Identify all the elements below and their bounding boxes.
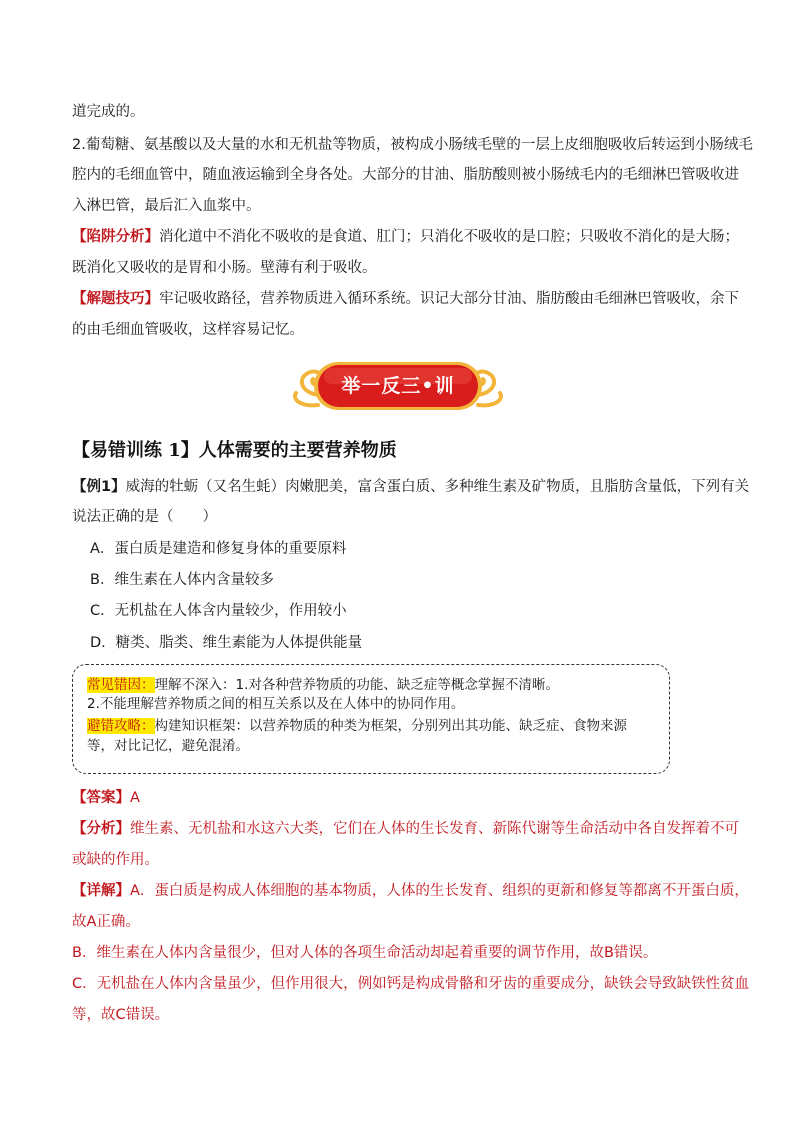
answer-tag: 【答案】 [72, 790, 130, 806]
common-error-line-2: 2.不能理解营养物质之间的相互关系以及在人体中的协同作用。 [87, 696, 465, 712]
detail-tag: 【详解】 [72, 883, 130, 899]
avoid-error-line-2: 等，对比记忆，避免混淆。 [87, 738, 249, 754]
avoid-error-label: 避错攻略： [87, 718, 155, 734]
detail-line-2: 故A正确。 [72, 914, 140, 930]
solving-tips-line-1 [72, 290, 739, 308]
example-tag: 【例1】 [72, 479, 126, 495]
solving-tips-line-2: 的由毛细血管吸收，这样容易记忆。 [72, 322, 304, 338]
intro-line-1: 道完成的。 [72, 104, 145, 120]
common-error-text-1: 理解不深入：1.对各种营养物质的功能、缺乏症等概念掌握不清晰。 [154, 677, 559, 693]
detail-line-1 [72, 882, 749, 900]
trap-analysis-tag: 【陷阱分析】 [72, 229, 159, 245]
option-a: A．蛋白质是建造和修复身体的重要原料 [90, 541, 347, 557]
analysis-text-1: 维生素、无机盐和水这六大类，它们在人体的生长发育、新陈代谢等生命活动中各自发挥着不可 [130, 821, 739, 837]
detail-line-3: B．维生素在人体内含量很少，但对人体的各项生命活动却起着重要的调节作用，故B错误。 [72, 945, 658, 961]
example-question-text-1: 威海的牡蛎（又名生蚝）肉嫩肥美，富含蛋白质、多种维生素及矿物质，且脂肪含量低，下列有关 [125, 479, 750, 495]
detail-text-1: A．蛋白质是构成人体细胞的基本物质，人体的生长发育、组织的更新和修复等都离不开蛋白质， [130, 883, 749, 899]
answer-value: A [130, 790, 140, 806]
option-d: D．糖类、脂类、维生素能为人体提供能量 [90, 635, 363, 651]
analysis-tag: 【分析】 [72, 821, 130, 837]
solving-tips-tag: 【解题技巧】 [72, 291, 159, 307]
banner-label: 举一反三•训 [341, 375, 455, 397]
error-tips-box [72, 664, 670, 774]
example-question-line-1 [72, 478, 749, 496]
option-b: B．维生素在人体内含量较多 [90, 572, 274, 588]
section-banner [288, 355, 508, 417]
common-error-line-1 [87, 677, 559, 694]
option-c: C．无机盐在人体含内量较少，作用较小 [90, 603, 347, 619]
intro-line-2: 2.葡萄糖、氨基酸以及大量的水和无机盐等物质，被构成小肠绒毛壁的一层上皮细胞吸收后转运到小肠绒毛 [72, 137, 753, 153]
solving-tips-text-1: 牢记吸收路径，营养物质进入循环系统。识记大部分甘油、脂肪酸由毛细淋巴管吸收，余下 [159, 291, 739, 307]
avoid-error-line-1 [87, 718, 627, 735]
section-title: 【易错训练 1】人体需要的主要营养物质 [72, 440, 397, 461]
intro-line-4: 入淋巴管，最后汇入血浆中。 [72, 198, 261, 214]
intro-line-3: 腔内的毛细血管中，随血液运输到全身各处。大部分的甘油、脂肪酸则被小肠绒毛内的毛细淋巴管吸收进 [72, 167, 739, 183]
analysis-line-1 [72, 820, 739, 838]
trap-analysis-line-2: 既消化又吸收的是胃和小肠。壁薄有利于吸收。 [72, 260, 377, 276]
detail-line-5: 等，故C错误。 [72, 1007, 170, 1023]
trap-analysis-text-1: 消化道中不消化不吸收的是食道、肛门；只消化不吸收的是口腔；只吸收不消化的是大肠； [159, 229, 739, 245]
avoid-error-text-1: 构建知识框架：以营养物质的种类为框架，分别列出其功能、缺乏症、食物来源 [154, 718, 627, 734]
common-error-label: 常见错因： [87, 677, 155, 693]
example-question-line-2: 说法正确的是（ ） [72, 509, 217, 525]
trap-analysis-line-1 [72, 228, 739, 246]
answer-line [72, 789, 140, 807]
analysis-line-2: 或缺的作用。 [72, 852, 159, 868]
detail-line-4: C．无机盐在人体内含量虽少，但作用很大，例如钙是构成骨骼和牙齿的重要成分，缺铁会导致缺铁性贫血 [72, 976, 750, 992]
